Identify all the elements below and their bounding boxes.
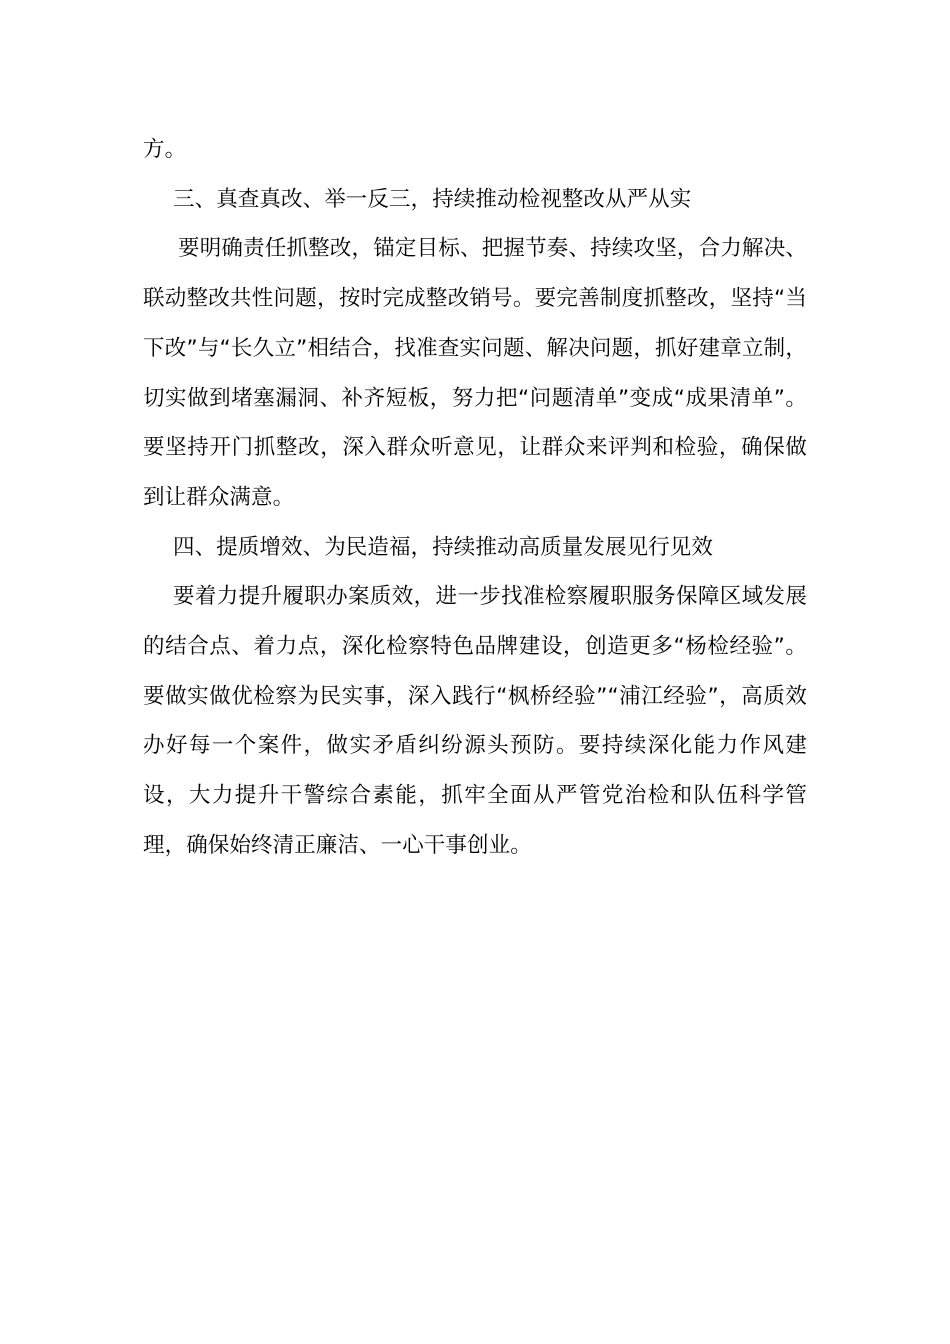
paragraph-continuation: 方。: [143, 137, 187, 162]
paragraph-section-4: 要着力提升履职办案质效，进一步找准检察履职服务保障区域发展的结合点、着力点，深化检察特色品牌建设，创造更多“杨检经验”。要做实做优检察为民实事，深入践行“枫桥经验”“浦江经验”，高质效办好每一个案件，做实矛盾纠纷源头预防。要持续深化能力作风建设，大力提升干警综合素能，抓牢全面从严管党治检和队伍科学管理，确保始终清正廉洁、一心干事创业。: [143, 584, 807, 858]
paragraph-section-3: 要明确责任抓整改，锚定目标、把握节奏、持续攻坚，合力解决、联动整改共性问题，按时完成整改销号。要完善制度抓整改，坚持“当下改”与“长久立”相结合，找准查实问题、解决问题，抓好建章立制，切实做到堵塞漏洞、补齐短板，努力把“问题清单”变成“成果清单”。要坚持开门抓整改，深入群众听意见，让群众来评判和检验，确保做到让群众满意。: [143, 236, 807, 510]
section-heading-3: 三、真查真改、举一反三，持续推动检视整改从严从实: [173, 186, 692, 212]
section-heading-4: 四、提质增效、为民造福，持续推动高质量发展见行见效: [173, 534, 714, 560]
document-body: [143, 125, 807, 871]
